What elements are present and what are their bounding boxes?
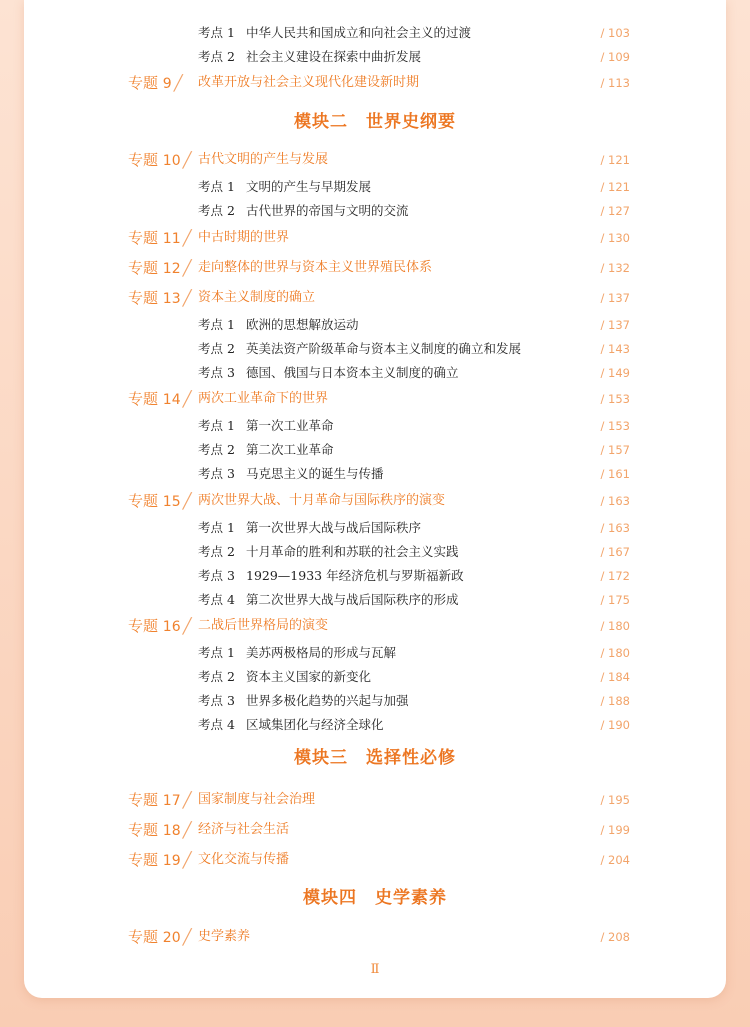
module-heading: 模块三 选择性必修 xyxy=(294,748,456,768)
toc-point-row[interactable] xyxy=(24,689,726,713)
toc-point-row[interactable] xyxy=(24,45,726,69)
topic-title: 二战后世界格局的演变 xyxy=(198,618,329,633)
toc-topic-row[interactable] xyxy=(24,818,726,842)
page-reference: / 163 xyxy=(600,494,630,508)
page-number-footer: Ⅱ xyxy=(370,962,380,977)
topic-prefix: 专题 xyxy=(128,617,159,635)
point-label: 考点 1 xyxy=(198,520,235,535)
slash-divider: ╱ xyxy=(173,74,183,92)
toc-point-row[interactable] xyxy=(24,516,726,540)
topic-label xyxy=(128,614,192,639)
topic-number: 15 xyxy=(162,494,181,510)
point-title: 区域集团化与经济全球化 xyxy=(246,717,384,732)
toc-point-row[interactable] xyxy=(24,21,726,45)
toc-point-row[interactable] xyxy=(24,564,726,588)
toc-point-row[interactable] xyxy=(24,713,726,737)
page-reference: / 161 xyxy=(600,467,630,481)
toc-topic-row[interactable] xyxy=(24,148,726,172)
point-label: 考点 4 xyxy=(198,717,235,732)
toc-point-row[interactable] xyxy=(24,414,726,438)
page-reference: / 127 xyxy=(600,204,630,218)
page-reference: / 149 xyxy=(600,366,630,380)
page-reference: / 109 xyxy=(600,50,630,64)
toc-topic-row[interactable] xyxy=(24,489,726,513)
slash-divider: ╱ xyxy=(182,928,192,946)
topic-number: 11 xyxy=(162,231,181,247)
page-reference: / 137 xyxy=(600,318,630,332)
topic-number: 20 xyxy=(162,930,181,946)
slash-divider: ╱ xyxy=(182,390,192,408)
toc-point-row[interactable] xyxy=(24,438,726,462)
toc-topic-row[interactable] xyxy=(24,71,726,95)
toc-point-row[interactable] xyxy=(24,337,726,361)
point-title: 中华人民共和国成立和向社会主义的过渡 xyxy=(246,25,472,40)
topic-title: 走向整体的世界与资本主义世界殖民体系 xyxy=(198,260,433,275)
slash-divider: ╱ xyxy=(182,791,192,809)
point-label: 考点 2 xyxy=(198,203,235,218)
page-reference: / 121 xyxy=(600,180,630,194)
toc-topic-row[interactable] xyxy=(24,226,726,250)
topic-title: 两次工业革命下的世界 xyxy=(198,391,329,406)
page-reference: / 175 xyxy=(600,593,630,607)
page-reference: / 184 xyxy=(600,670,630,684)
toc-point-row[interactable] xyxy=(24,462,726,486)
point-label: 考点 4 xyxy=(198,592,235,607)
point-label: 考点 1 xyxy=(198,179,235,194)
page-reference: / 121 xyxy=(600,153,630,167)
page-reference: / 208 xyxy=(600,930,630,944)
topic-title: 国家制度与社会治理 xyxy=(198,792,316,807)
point-title: 世界多极化趋势的兴起与加强 xyxy=(246,693,409,708)
topic-number: 16 xyxy=(162,619,181,635)
toc-topic-row[interactable] xyxy=(24,614,726,638)
point-label: 考点 1 xyxy=(198,25,235,40)
topic-number: 13 xyxy=(162,291,181,307)
topic-title: 文化交流与传播 xyxy=(198,852,290,867)
point-title: 古代世界的帝国与文明的交流 xyxy=(246,203,409,218)
topic-title: 古代文明的产生与发展 xyxy=(198,152,329,167)
page-reference: / 167 xyxy=(600,545,630,559)
toc-point-row[interactable] xyxy=(24,641,726,665)
topic-label xyxy=(128,788,192,813)
page-reference: / 199 xyxy=(600,823,630,837)
slash-divider: ╱ xyxy=(182,492,192,510)
slash-divider: ╱ xyxy=(182,229,192,247)
point-label: 考点 1 xyxy=(198,645,235,660)
topic-number: 17 xyxy=(162,793,181,809)
topic-title: 经济与社会生活 xyxy=(198,822,290,837)
page-reference: / 132 xyxy=(600,261,630,275)
topic-prefix: 专题 xyxy=(128,390,159,408)
point-label: 考点 2 xyxy=(198,341,235,356)
page-reference: / 190 xyxy=(600,718,630,732)
point-label: 考点 2 xyxy=(198,49,235,64)
page-reference: / 103 xyxy=(600,26,630,40)
topic-label xyxy=(128,286,192,311)
toc-point-row[interactable] xyxy=(24,199,726,223)
page-reference: / 153 xyxy=(600,392,630,406)
topic-label xyxy=(128,925,192,950)
module-heading: 模块二 世界史纲要 xyxy=(294,112,456,132)
point-title: 欧洲的思想解放运动 xyxy=(246,317,359,332)
point-title: 1929—1933 年经济危机与罗斯福新政 xyxy=(246,568,464,583)
module-heading: 模块四 史学素养 xyxy=(303,888,447,908)
page-reference: / 204 xyxy=(600,853,630,867)
point-label: 考点 3 xyxy=(198,568,235,583)
topic-prefix: 专题 xyxy=(128,151,159,169)
point-title: 文明的产生与早期发展 xyxy=(246,179,372,194)
toc-point-row[interactable] xyxy=(24,588,726,612)
topic-title: 中古时期的世界 xyxy=(198,230,290,245)
toc-topic-row[interactable] xyxy=(24,256,726,280)
page-reference: / 180 xyxy=(600,646,630,660)
toc-topic-row[interactable] xyxy=(24,848,726,872)
page-reference: / 153 xyxy=(600,419,630,433)
slash-divider: ╱ xyxy=(182,151,192,169)
topic-prefix: 专题 xyxy=(128,928,159,946)
point-title: 第一次工业革命 xyxy=(246,418,334,433)
topic-prefix: 专题 xyxy=(128,74,159,92)
point-label: 考点 1 xyxy=(198,317,235,332)
page-reference: / 113 xyxy=(600,76,630,90)
point-title: 马克思主义的诞生与传播 xyxy=(246,466,384,481)
topic-prefix: 专题 xyxy=(128,289,159,307)
page-reference: / 137 xyxy=(600,291,630,305)
point-title: 第二次世界大战与战后国际秩序的形成 xyxy=(246,592,459,607)
point-label: 考点 1 xyxy=(198,418,235,433)
point-label: 考点 3 xyxy=(198,466,235,481)
point-title: 十月革命的胜利和苏联的社会主义实践 xyxy=(246,544,459,559)
topic-number: 18 xyxy=(162,823,181,839)
page-reference: / 130 xyxy=(600,231,630,245)
toc-page xyxy=(24,0,726,998)
page-reference: / 163 xyxy=(600,521,630,535)
point-label: 考点 3 xyxy=(198,365,235,380)
topic-label xyxy=(128,387,192,412)
topic-title: 资本主义制度的确立 xyxy=(198,290,316,305)
slash-divider: ╱ xyxy=(182,617,192,635)
topic-number: 10 xyxy=(162,153,181,169)
topic-label xyxy=(128,148,192,173)
toc-point-row[interactable] xyxy=(24,313,726,337)
point-label: 考点 2 xyxy=(198,669,235,684)
point-title: 第一次世界大战与战后国际秩序 xyxy=(246,520,422,535)
point-title: 第二次工业革命 xyxy=(246,442,334,457)
point-title: 英美法资产阶级革命与资本主义制度的确立和发展 xyxy=(246,341,522,356)
topic-prefix: 专题 xyxy=(128,791,159,809)
topic-prefix: 专题 xyxy=(128,492,159,510)
topic-label xyxy=(128,818,192,843)
point-title: 美苏两极格局的形成与瓦解 xyxy=(246,645,397,660)
topic-label xyxy=(128,71,183,96)
topic-number: 9 xyxy=(162,76,172,92)
topic-title: 史学素养 xyxy=(198,929,251,944)
toc-topic-row[interactable] xyxy=(24,788,726,812)
toc-point-row[interactable] xyxy=(24,540,726,564)
page-reference: / 188 xyxy=(600,694,630,708)
topic-title: 两次世界大战、十月革命与国际秩序的演变 xyxy=(198,493,446,508)
point-title: 社会主义建设在探索中曲折发展 xyxy=(246,49,422,64)
page-reference: / 180 xyxy=(600,619,630,633)
point-label: 考点 3 xyxy=(198,693,235,708)
topic-label xyxy=(128,256,192,281)
toc-point-row[interactable] xyxy=(24,361,726,385)
topic-label xyxy=(128,489,192,514)
toc-topic-row[interactable] xyxy=(24,387,726,411)
point-title: 德国、俄国与日本资本主义制度的确立 xyxy=(246,365,459,380)
toc-topic-row[interactable] xyxy=(24,925,726,949)
slash-divider: ╱ xyxy=(182,821,192,839)
topic-prefix: 专题 xyxy=(128,851,159,869)
topic-title: 改革开放与社会主义现代化建设新时期 xyxy=(198,75,420,90)
topic-prefix: 专题 xyxy=(128,229,159,247)
topic-prefix: 专题 xyxy=(128,259,159,277)
page-reference: / 172 xyxy=(600,569,630,583)
point-label: 考点 2 xyxy=(198,442,235,457)
page-reference: / 157 xyxy=(600,443,630,457)
point-label: 考点 2 xyxy=(198,544,235,559)
topic-number: 14 xyxy=(162,392,181,408)
toc-point-row[interactable] xyxy=(24,175,726,199)
slash-divider: ╱ xyxy=(182,289,192,307)
point-title: 资本主义国家的新变化 xyxy=(246,669,372,684)
topic-prefix: 专题 xyxy=(128,821,159,839)
topic-number: 12 xyxy=(162,261,181,277)
slash-divider: ╱ xyxy=(182,851,192,869)
topic-label xyxy=(128,226,192,251)
topic-number: 19 xyxy=(162,853,181,869)
page-reference: / 143 xyxy=(600,342,630,356)
slash-divider: ╱ xyxy=(182,259,192,277)
toc-point-row[interactable] xyxy=(24,665,726,689)
page-reference: / 195 xyxy=(600,793,630,807)
toc-topic-row[interactable] xyxy=(24,286,726,310)
topic-label xyxy=(128,848,192,873)
